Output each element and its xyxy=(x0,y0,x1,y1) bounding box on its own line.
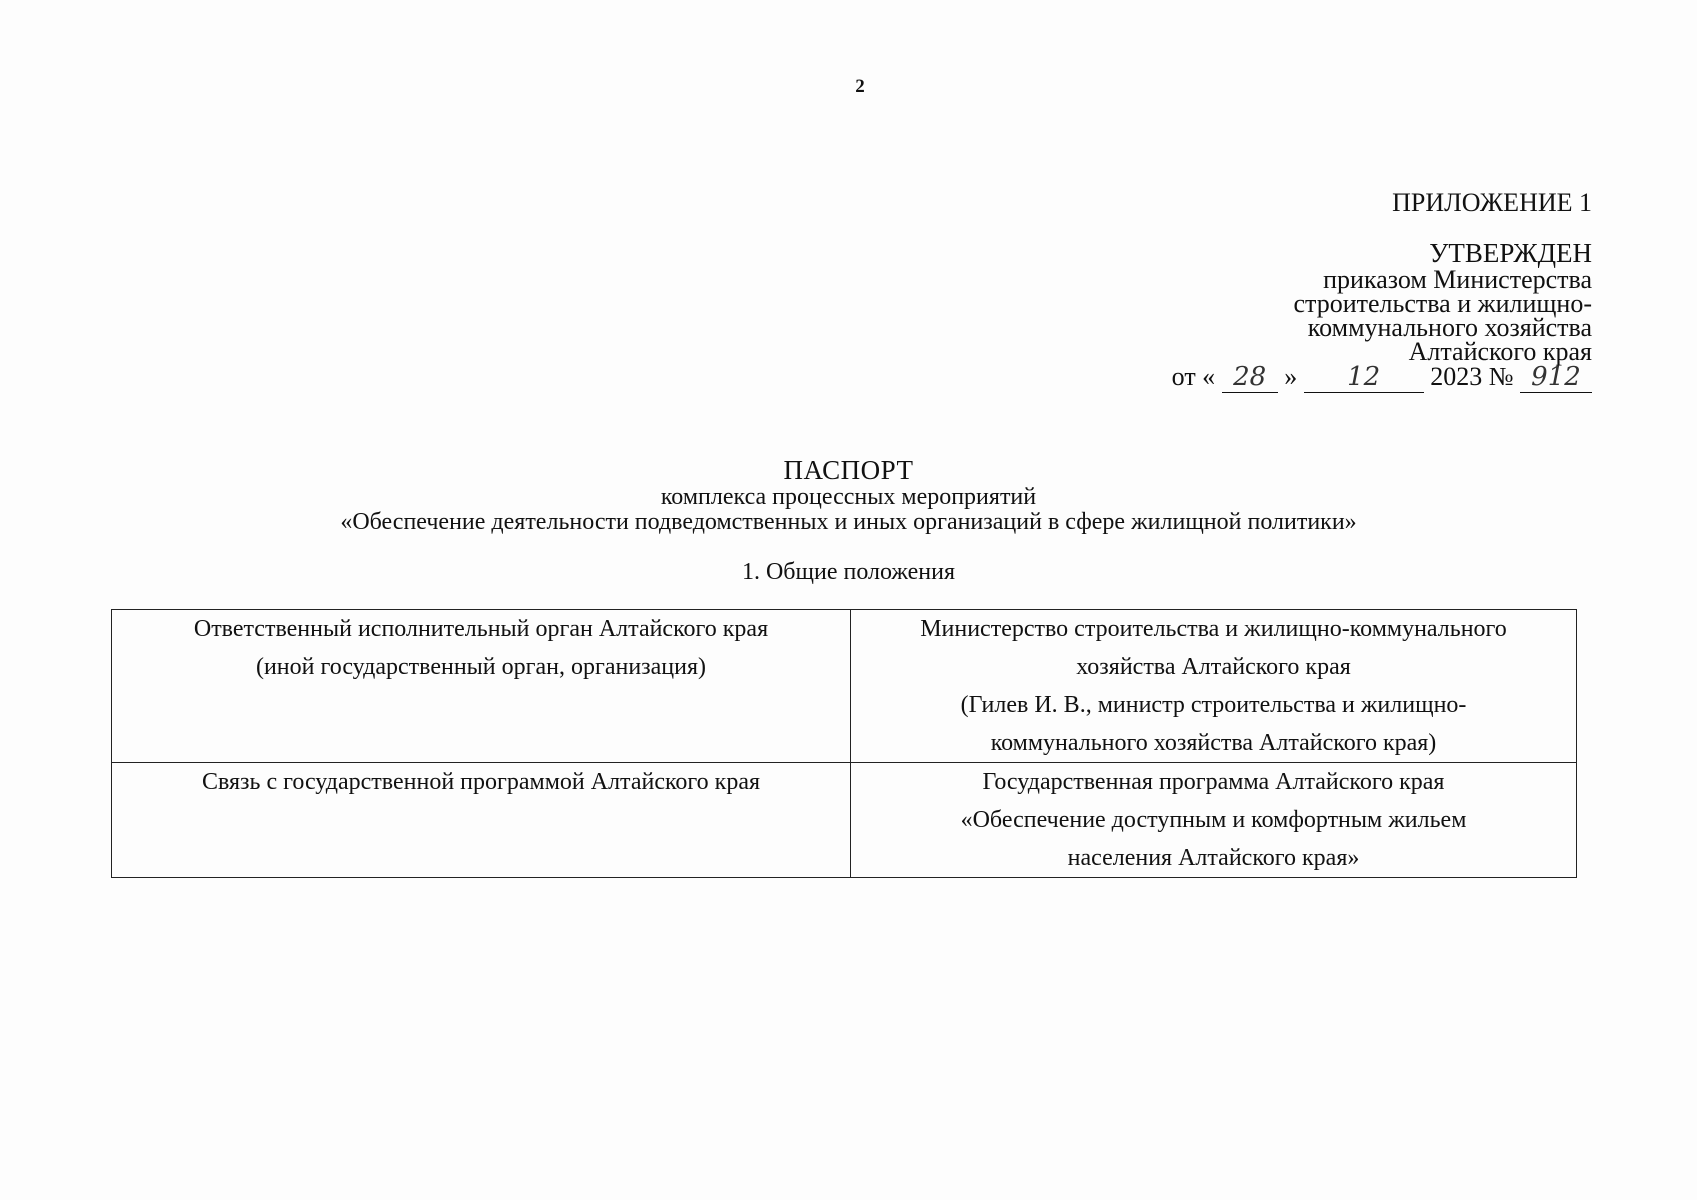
date-prefix: от « xyxy=(1171,362,1216,391)
approval-line: строительства и жилищно- xyxy=(1293,289,1592,318)
document-subtitle-line2: «Обеспечение деятельности подведомственных и иных организаций в сфере жилищной политики» xyxy=(340,509,1357,535)
cell-text-line: Ответственный исполнительный орган Алтайского края xyxy=(193,616,769,642)
date-day-field: 28 xyxy=(1222,364,1278,393)
cell-text-line: коммунального хозяйства Алтайского края) xyxy=(990,730,1437,756)
appendix-label: ПРИЛОЖЕНИЕ 1 xyxy=(1392,188,1592,217)
table-cell-value xyxy=(851,610,1577,763)
order-number-field: 912 xyxy=(1520,364,1592,393)
cell-text-line: хозяйства Алтайского края xyxy=(1076,654,1351,680)
table-cell-value xyxy=(851,763,1577,878)
approval-block xyxy=(1172,238,1592,393)
general-provisions-table xyxy=(111,609,1577,878)
document-title-block xyxy=(0,456,1697,535)
page-number: 2 xyxy=(855,76,865,97)
cell-text-line: «Обеспечение доступным и комфортным жильем xyxy=(960,807,1467,833)
cell-text-line: Министерство строительства и жилищно-коммунального xyxy=(920,616,1507,642)
table-row xyxy=(112,610,1577,763)
date-year-text: 2023 № xyxy=(1430,362,1514,391)
approval-line: коммунального хозяйства xyxy=(1307,313,1592,342)
cell-text-line: Связь с государственной программой Алтайского края xyxy=(201,769,761,795)
cell-text-line: Государственная программа Алтайского края xyxy=(982,769,1445,795)
table-cell-label xyxy=(112,763,851,878)
document-subtitle-line1: комплекса процессных мероприятий xyxy=(660,484,1037,510)
table-cell-label xyxy=(112,610,851,763)
approval-date-line xyxy=(1172,364,1592,393)
approval-line: Алтайского края xyxy=(1408,337,1592,366)
cell-text-line: (иной государственный орган, организация) xyxy=(255,654,707,680)
cell-text-line: населения Алтайского края» xyxy=(1067,845,1360,871)
document-title: ПАСПОРТ xyxy=(783,455,914,485)
section-heading: 1. Общие положения xyxy=(741,559,956,585)
cell-text-line: (Гилев И. В., министр строительства и жилищно- xyxy=(960,692,1467,718)
approval-title: УТВЕРЖДЕН xyxy=(1429,238,1592,268)
date-month-field: 12 xyxy=(1304,364,1424,393)
table-row xyxy=(112,763,1577,878)
date-day-close: » xyxy=(1284,362,1298,391)
approval-line: приказом Министерства xyxy=(1323,265,1592,294)
